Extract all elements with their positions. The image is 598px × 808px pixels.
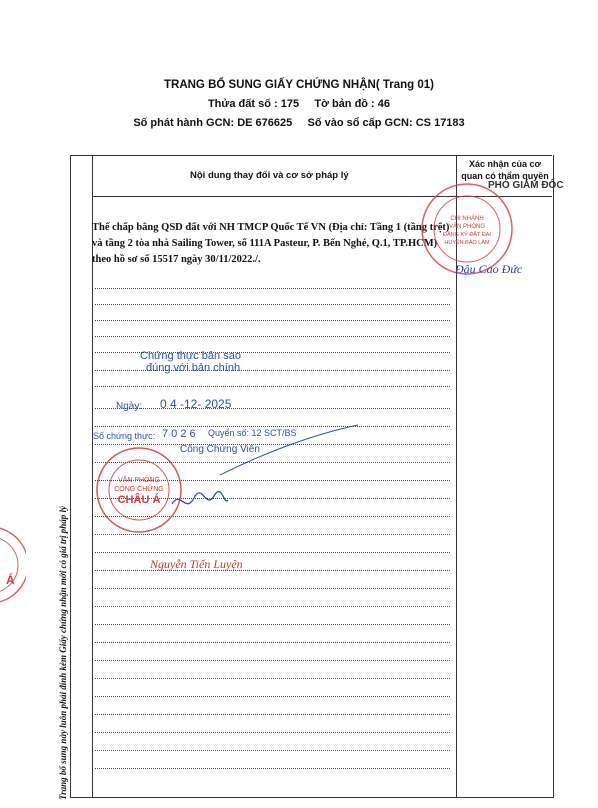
seal-line: HUYỆN BẢO LÂM: [444, 240, 490, 246]
notary-seal-line: CHÂU Á: [117, 494, 161, 506]
pen-stroke-icon: [220, 420, 360, 480]
notary-signature-icon: [170, 480, 230, 520]
seal-line: CHI NHÁNH: [450, 216, 484, 222]
dotted-line: [95, 768, 450, 769]
change-content: Thế chấp bằng QSD đất với NH TMCP Quốc Tế VN (Địa chỉ: Tầng 1 (tầng trệt) và tầng 2 tòa nhà Sailing Tower, số 111A Pasteur, P. Bến Nghé, Q.1, TP.HCM) theo hồ sơ số 15517 ngày 30/11/2022./.: [92, 222, 450, 265]
dotted-line: [95, 714, 450, 715]
dotted-line: [95, 606, 450, 607]
dotted-line: [95, 588, 450, 589]
dotted-line: [95, 336, 450, 337]
column-title: Nội dung thay đổi và cơ sở pháp lý: [190, 170, 349, 181]
dotted-line: [95, 386, 450, 387]
dotted-line: [95, 696, 450, 697]
dotted-line: [95, 660, 450, 661]
issue-label: Số phát hành GCN:: [133, 117, 235, 129]
dotted-line: [95, 732, 450, 733]
seal-line: VĂN PHÒNG: [448, 224, 486, 230]
table-top-border: [70, 155, 552, 156]
page-title: TRANG BỔ SUNG GIẤY CHỨNG NHẬN( Trang 01): [163, 79, 434, 91]
notary-name: Nguyễn Tiến Luyện: [150, 557, 243, 571]
dotted-line: [95, 624, 450, 625]
issue-number: DE 676625: [237, 117, 293, 129]
director-signature: Đậu Cao Đức: [455, 262, 523, 276]
dotted-line: [95, 750, 450, 751]
map-number: 46: [377, 98, 391, 110]
side-note: Trang bổ sung này luôn phải đính kèm Giấy chứng nhận mới có giá trị pháp lý: [58, 506, 68, 800]
notary-seal-line: VĂN PHÒNG: [117, 477, 161, 484]
dotted-line: [95, 570, 450, 571]
map-label: Tờ bản đồ :: [314, 98, 375, 110]
date-label: Ngày:: [116, 401, 143, 412]
entry-number: CS 17183: [415, 117, 465, 129]
parcel-info: [0, 98, 598, 110]
parcel-label: Thửa đất số :: [207, 98, 278, 110]
notary-title: Công Chứng Viên: [180, 444, 260, 455]
margin-seal-icon: [0, 515, 26, 615]
parcel-number: 175: [280, 98, 300, 110]
certify-line1: Chứng thực bản sao: [140, 350, 241, 362]
seal-line: ĐĂNG KÝ ĐẤT ĐAI: [443, 232, 491, 238]
dotted-line: [95, 288, 450, 289]
confirm-title: Xác nhận của cơ quan có thẩm quyền: [461, 159, 549, 181]
dotted-line: [95, 320, 450, 321]
dotted-line: [95, 552, 450, 553]
deputy-director-title: PHÓ GIÁM ĐỐC: [488, 180, 564, 191]
entry-label: Số vào sổ cấp GCN:: [307, 117, 413, 129]
notary-seal-line: CÔNG CHỨNG: [114, 486, 164, 493]
book-number: 7 0 2 6: [162, 428, 196, 440]
dotted-line: [95, 408, 450, 409]
margin-seal-letter: Á: [6, 573, 15, 587]
date-value: 0 4 -12- 2025: [160, 397, 232, 411]
book-suffix: Quyển số: 12 SCT/BS: [208, 428, 297, 438]
dotted-line: [95, 678, 450, 679]
certificate-info: [0, 117, 598, 129]
book-label: Số chứng thực:: [93, 431, 156, 441]
certify-line2: đúng với bản chính: [146, 362, 241, 374]
dotted-line: [95, 642, 450, 643]
dotted-line: [95, 304, 450, 305]
